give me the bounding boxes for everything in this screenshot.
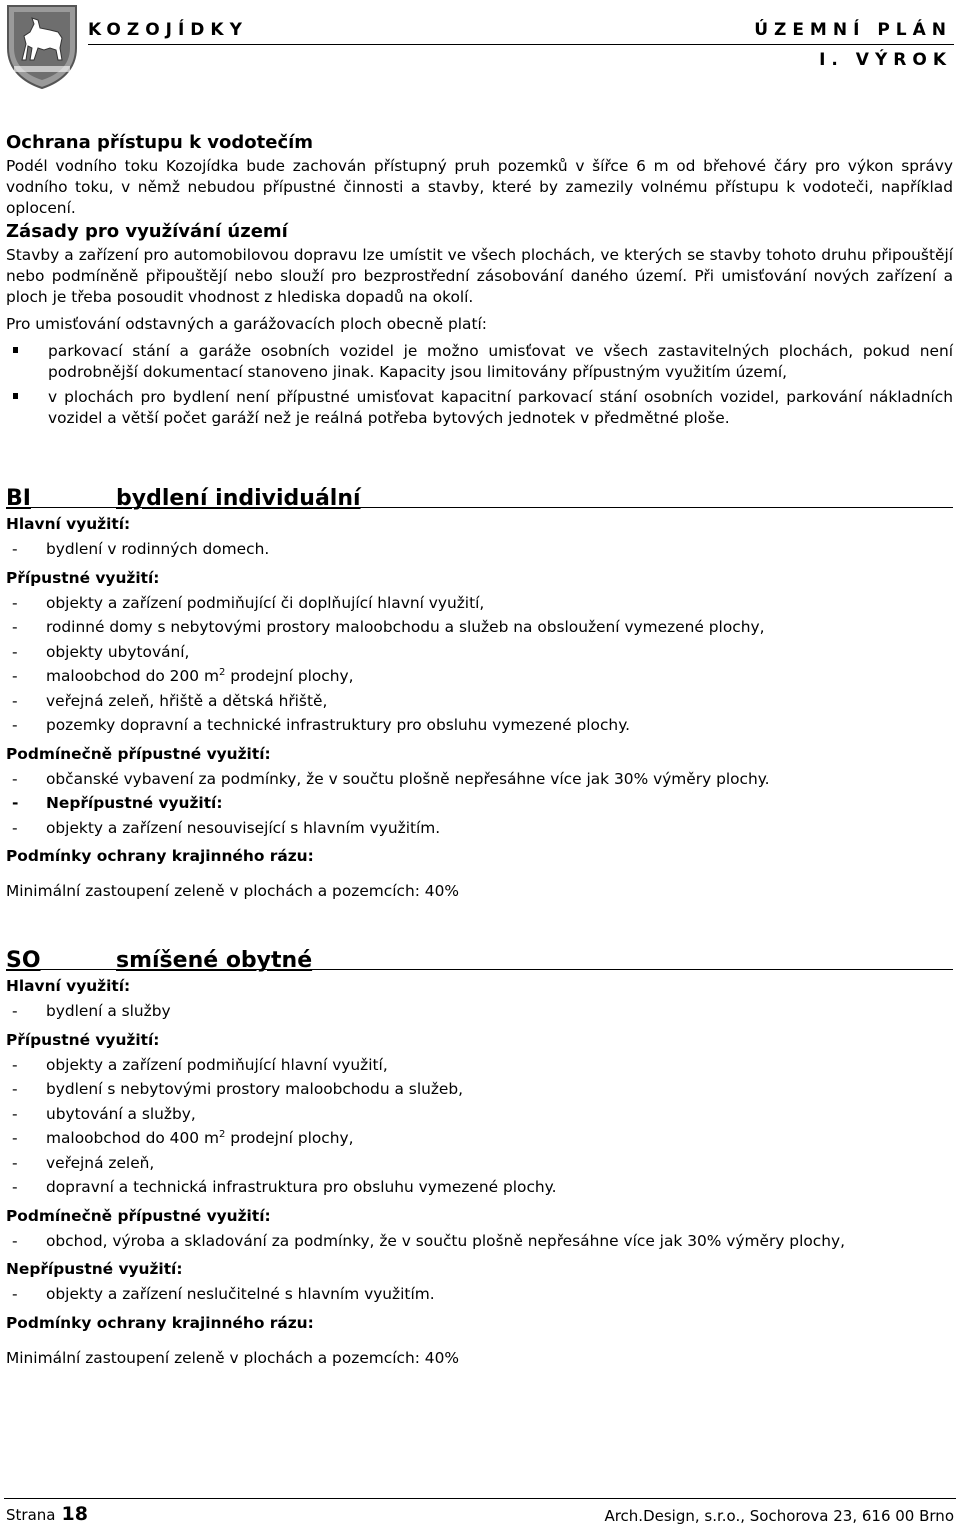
page-content [6, 130, 953, 1370]
list-item: - pozemky dopravní a technické infrastruktury pro obsluhu vymezené plochy. [12, 716, 630, 734]
label-prohibited-use: Nepřípustné využití: [6, 1260, 183, 1278]
zone-heading-bi [6, 477, 953, 511]
label-conditional-use: Podmínečně přípustné využití: [6, 1206, 271, 1225]
list-item: - veřejná zeleň, [12, 1153, 155, 1172]
label-permitted-use: Přípustné využití: [6, 1030, 160, 1049]
zone-code: BI [6, 486, 31, 511]
list-item: - maloobchod do 200 $m^2$ prodejní plochy, [12, 666, 354, 685]
list-item: - občanské vybavení za podmínky, že v součtu plošně nepřesáhne více jak 30% výměry plochy. [12, 769, 770, 788]
zone-name: bydlení individuální [116, 486, 361, 511]
list-item: - bydlení a služby [12, 1002, 171, 1020]
municipality-title: KOZOJÍDKY [88, 20, 248, 40]
header-divider [88, 44, 954, 45]
paragraph-parking-intro: Pro umisťování odstavných a garážovacích ploch obecně platí: [6, 315, 487, 333]
list-item: parkovací stání a garáže osobních vozidel je možno umisťovat ve všech zastavitelných plochách, pokud není podrobnější dokumentací stanoveno jinak. Kapacity jsou limitovány přípustným využitím území, [6, 341, 953, 383]
permitted-use-list [6, 1053, 953, 1200]
list-item: - maloobchod do 400 $m^2$ prodejní plochy, [12, 1128, 354, 1147]
list-item: v plochách pro bydlení není přípustné umisťovat kapacitní parkovací stání osobních vozidel, parkování nákladních vozidel a větší počet garáží než je reálná potřeba bytových jednotek v předmětné ploše. [6, 387, 953, 429]
label-prohibited-use: - Nepřípustné využití: [12, 794, 223, 812]
document-title: ÚZEMNÍ PLÁN [754, 20, 952, 40]
conditional-use-list [6, 1229, 953, 1254]
list-item: - veřejná zeleň, hřiště a dětská hřiště, [12, 691, 328, 710]
page-number: Strana 18 [6, 1503, 88, 1525]
prohibited-use-list [6, 1282, 953, 1307]
paragraph-water-access: Podél vodního toku Kozojídka bude zachován přístupný pruh pozemků v šířce 6 m od břehové čáry pro výkon správy vodního toku, v němž nebudou přípustné činnosti a stavby, které by zamezily volnému přístupu k vodoteči, například oplocení. [6, 157, 953, 217]
landscape-protection-text: Minimální zastoupení zeleně v plochách a pozemcích: 40% [6, 1348, 460, 1367]
label-conditional-use: Podmínečně přípustné využití: [6, 744, 271, 763]
list-item: - rodinné domy s nebytovými prostory maloobchodu a služeb na obsloužení vymezené plochy, [12, 618, 765, 636]
list-item: - objekty a zařízení podmiňující či doplňující hlavní využití, [12, 593, 485, 612]
label-permitted-use: Přípustné využití: [6, 568, 160, 587]
label-landscape-protection: Podmínky ochrany krajinného rázu: [6, 1313, 314, 1332]
list-item: - objekty a zařízení neslučitelné s hlavním využitím. [12, 1285, 435, 1303]
heading-land-use-principles: Zásady pro využívání území [6, 221, 288, 242]
zone-code: SO [6, 948, 41, 973]
main-use-list [6, 537, 953, 562]
document-section: I. VÝROK [819, 50, 952, 70]
heading-water-access: Ochrana přístupu k vodotečím [6, 132, 314, 153]
list-item: - bydlení v rodinných domech. [12, 540, 270, 558]
landscape-protection-text: Minimální zastoupení zeleně v plochách a pozemcích: 40% [6, 882, 460, 900]
zone-heading-so [6, 939, 953, 973]
page-header [0, 0, 960, 100]
list-item: - ubytování a služby, [12, 1104, 196, 1123]
list-item: - objekty a zařízení nesouvisející s hlavním využitím. [12, 818, 441, 837]
label-landscape-protection: Podmínky ochrany krajinného rázu: [6, 847, 314, 865]
conditional-use-list [6, 767, 953, 841]
bullet-square-icon [13, 393, 18, 399]
permitted-use-list [6, 591, 953, 738]
paragraph-car-transport: Stavby a zařízení pro automobilovou dopravu lze umístit ve všech plochách, ve kterých se stavby tohoto druhu připouštějí nebo podmíněně připouštějí nebo slouží pro bezprostřední zásobování daného území. Při umisťování nových zařízení a ploch je třeba posoudit vhodnost z hlediska dopadů na okolí. [6, 246, 953, 306]
zone-name: smíšené obytné [116, 948, 313, 973]
list-item: - dopravní a technická infrastruktura pro obsluhu vymezené plochy. [12, 1178, 557, 1196]
list-item: - obchod, výroba a skladování za podmínky, že v součtu plošně nepřesáhne více jak 30% výměry plochy, [12, 1231, 845, 1250]
main-use-list [6, 999, 953, 1024]
page-footer [4, 1498, 956, 1527]
bullet-square-icon [13, 347, 18, 353]
list-item: - objekty a zařízení podmiňující hlavní využití, [12, 1055, 388, 1074]
label-main-use: Hlavní využití: [6, 515, 131, 533]
parking-rules-list [6, 341, 953, 429]
list-item: - objekty ubytování, [12, 642, 190, 661]
company-address: Arch.Design, s.r.o., Sochorova 23, 616 00 Brno [604, 1507, 954, 1525]
label-main-use: Hlavní využití: [6, 977, 131, 995]
list-item: - bydlení s nebytovými prostory maloobchodu a služeb, [12, 1080, 464, 1098]
coat-of-arms-logo [4, 2, 80, 90]
